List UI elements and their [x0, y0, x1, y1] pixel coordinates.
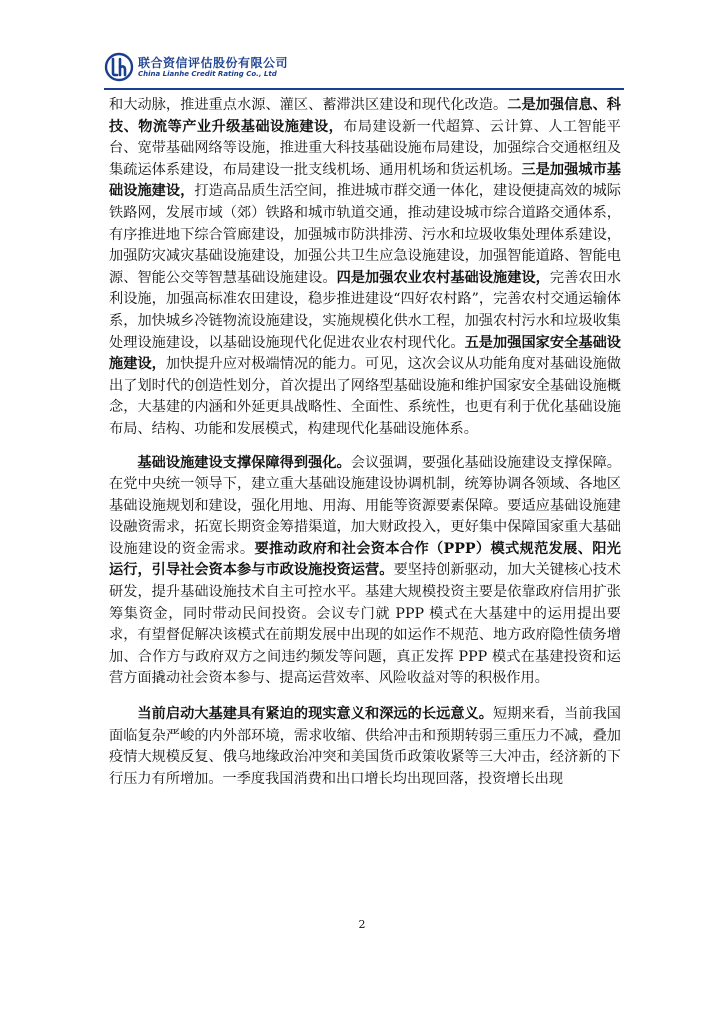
body-paragraph	[109, 95, 621, 441]
lianhe-logo-icon	[104, 52, 134, 82]
paragraph-gap	[109, 690, 621, 704]
emphasis-text: 四是加强农业农村基础设施建设，	[336, 269, 550, 286]
document-body	[109, 95, 621, 790]
text-run: 要坚持创新驱动，加大关键核心技术研发，提升基础设施技术自主可控水平。基建大规模投资主要是依靠政府信用扩张筹集资金，同时带动民间投资。会议专门就 PPP 模式在大基建中的运用提出要求，有望督促解决该模式在前期发展中出现的如运作不规范、地方政府隐性债务增加、合作方与政府双方之间违约频发等问题，真正发挥 PPP 模式在基建投资和运营方面撬动社会资本参与、提高运营效率、风险收益对等的积极作用。	[109, 562, 621, 687]
company-name-en: China Lianhe Credit Rating Co., Ltd	[138, 70, 277, 78]
text-run: 完善农田水利设施，加强高标准农田建设，稳步推进建设“四好农村路”，完善农村交通运输体系，加快城乡冷链物流设施建设，实施规模化供水工程，加强农村污水和垃圾收集处理设施建设，以基础设施现代化促进农业农村现代化。	[109, 269, 621, 351]
body-paragraph	[109, 704, 621, 790]
body-paragraph	[109, 453, 621, 691]
emphasis-text: 基础设施建设支撑保障得到强化。	[137, 454, 351, 471]
text-run: 加快提升应对极端情况的能力。可见，这次会议从功能角度对基础设施做出了划时代的创造性划分，首次提出了网络型基础设施和维护国家安全基础设施概念，大基建的内涵和外延更具战略性、全面性、系统性，也更有利于优化基础设施布局、结构、功能和发展模式，构建现代化基础设施体系。	[109, 356, 621, 437]
text-run: 打造高品质生活空间，推进城市群交通一体化，建设便捷高效的城际铁路网，发展市域（郊）铁路和城市轨道交通，推动建设城市综合道路交通体系，有序推进地下综合管廊建设，加强城市防洪排涝、污水和垃圾收集处理体系建设，加强防灾减灾基础设施建设，加强公共卫生应急设施建设，加强智能道路、智能电源、智能公交等智慧基础设施建设。	[109, 183, 621, 286]
text-run: 短期来看，当前我国面临复杂严峻的内外部环境，需求收缩、供给冲击和预期转弱三重压力不减，叠加疫情大规模反复、俄乌地缘政治冲突和美国货币政策收紧等三大冲击，经济新的下行压力有所增加。一季度我国消费和出口增长均出现回落，投资增长出现	[109, 706, 621, 787]
header-rule	[104, 88, 624, 90]
emphasis-text: 要推动政府和社会资本合作（PPP）模式规范发展、阳光运行，引导社会资本参与市政设施投资运营。	[109, 540, 621, 579]
emphasis-text: 五是加强国家安全基础设施建设，	[109, 334, 621, 373]
emphasis-text: 二是加强信息、科技、物流等产业升级基础设施建设，	[109, 97, 621, 135]
emphasis-text: 三是加强城市基础设施建设，	[109, 161, 621, 200]
paragraph-gap	[109, 441, 621, 453]
emphasis-text: 当前启动大基建具有紧迫的现实意义和深远的长远意义。	[137, 706, 493, 723]
text-run: 会议强调，要强化基础设施建设支撑保障。在党中央统一领导下，建立重大基础设施建设协调机制，统筹协调各领域、各地区基础设施规划和建设，强化用地、用海、用能等资源要素保障。要适应基础设施建设融资需求，拓宽长期资金筹措渠道，加大财政投入，更好集中保障国家重大基础设施建设的资金需求。	[109, 454, 621, 557]
page-number: 2	[358, 918, 366, 931]
company-name-cn: 联合资信评估股份有限公司	[138, 56, 289, 70]
text-run: 和大动脉，推进重点水源、灌区、蓄滞洪区建设和现代化改造。	[109, 97, 508, 113]
page-header	[104, 52, 624, 88]
text-run: 布局建设新一代超算、云计算、人工智能平台、宽带基础网络等设施，推进重大科技基础设施布局建设，加强综合交通枢纽及集疏运体系建设，布局建设一批支线机场、通用机场和货运机场。	[109, 118, 621, 178]
